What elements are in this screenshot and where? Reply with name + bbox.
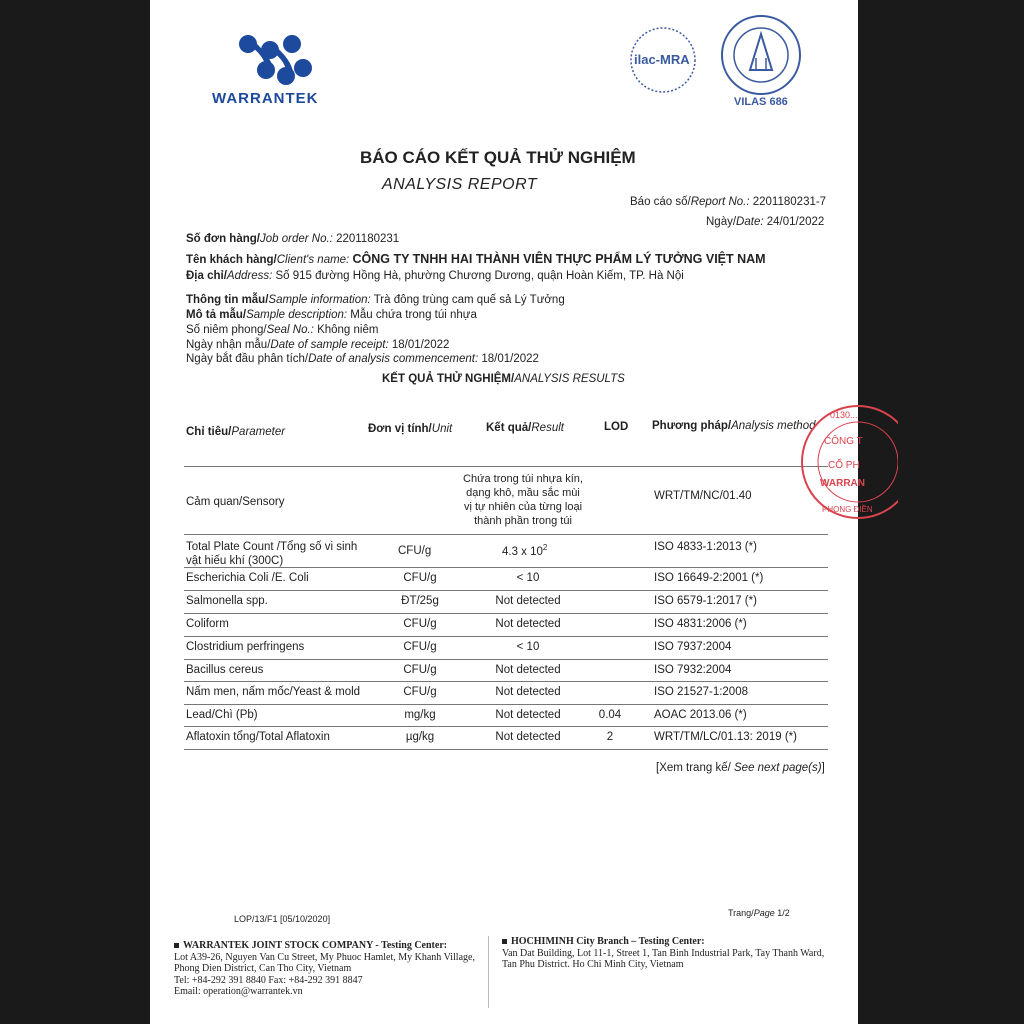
svg-text:CÔNG T: CÔNG T — [824, 436, 863, 447]
table-cell-method: AOAC 2013.06 (*) — [654, 709, 747, 721]
table-cell-unit: CFU/g — [403, 641, 437, 653]
table-cell-method: ISO 4831:2006 (*) — [654, 618, 747, 630]
table-cell-unit: µg/kg — [405, 731, 435, 743]
table-cell-lod: 0.04 — [598, 709, 622, 721]
report-page — [150, 0, 873, 1024]
svg-text:PHONG ĐIỀN: PHONG ĐIỀN — [822, 505, 873, 514]
table-cell-result: Not detected — [495, 664, 561, 676]
table-cell-result: < 10 — [516, 572, 540, 584]
table-cell-method: ISO 21527-1:2008 — [654, 686, 748, 698]
table-cell-unit: CFU/g — [403, 572, 437, 584]
table-divider — [184, 534, 828, 535]
table-cell-parameter: Bacillus cereus — [186, 664, 264, 676]
ilac-mra-seal-icon — [628, 20, 698, 100]
info-label-en: Date of sample receipt: — [270, 339, 389, 351]
table-divider — [184, 636, 828, 637]
col-header-parameter: Chỉ tiêu/Parameter — [186, 426, 286, 438]
table-cell-unit: CFU/g — [403, 618, 437, 630]
table-divider — [184, 749, 828, 750]
brand-name: WARRANTEK — [212, 90, 319, 107]
table-divider — [184, 567, 828, 568]
svg-text:WARRAN: WARRAN — [820, 478, 865, 489]
sensory-method: WRT/TM/NC/01.40 — [654, 490, 752, 502]
table-divider — [184, 726, 828, 727]
table-cell-unit: ĐT/25g — [401, 595, 439, 607]
info-value: Trà đông trùng cam quế sả Lý Tưởng — [373, 294, 565, 306]
info-label-vi: Số niêm phong/ — [186, 324, 267, 336]
table-cell-result: < 10 — [516, 641, 540, 653]
info-label-vi: Thông tin mẫu/ — [186, 294, 269, 306]
table-divider — [184, 704, 828, 705]
table-cell-result: Not detected — [495, 618, 561, 630]
table-cell-parameter: Salmonella spp. — [186, 595, 268, 607]
info-label-vi: Địa chỉ/ — [186, 270, 227, 282]
tpc-unit: CFU/g — [398, 545, 432, 557]
info-label-en: Address: — [226, 270, 273, 282]
info-value: 2201180231 — [336, 233, 400, 245]
info-label-en: Job order No.: — [259, 233, 333, 245]
vilas-code: VILAS 686 — [734, 96, 788, 108]
info-value: Không niêm — [317, 324, 379, 336]
info-value: 18/01/2022 — [481, 353, 539, 365]
table-cell-result: Not detected — [495, 595, 561, 607]
info-label-vi: Mô tả mẫu/ — [186, 309, 247, 321]
table-divider — [184, 681, 828, 682]
results-heading: KẾT QUẢ THỬ NGHIỆM/ANALYSIS RESULTS — [382, 373, 625, 385]
info-value: Số 915 đường Hồng Hà, phường Chương Dương, quận Hoàn Kiếm, TP. Hà Nội — [275, 270, 684, 282]
ilac-text: ilac-MRA — [634, 52, 690, 67]
info-label-vi: Tên khách hàng/ — [186, 254, 277, 266]
table-cell-parameter: Coliform — [186, 618, 229, 630]
table-cell-result: Not detected — [495, 731, 561, 743]
table-cell-method: ISO 16649-2:2001 (*) — [654, 572, 764, 584]
tpc-method: ISO 4833-1:2013 (*) — [654, 541, 757, 553]
table-cell-unit: CFU/g — [403, 686, 437, 698]
info-row — [186, 353, 539, 365]
info-row — [186, 252, 766, 266]
table-cell-parameter: Escherichia Coli /E. Coli — [186, 572, 309, 584]
info-label-vi: Ngày nhận mẫu/ — [186, 339, 271, 351]
table-cell-parameter: Nấm men, nấm mốc/Yeast & mold — [186, 686, 361, 698]
page-number: Trang/Page 1/2 — [728, 908, 790, 918]
table-divider — [184, 659, 828, 660]
table-cell-result: Not detected — [495, 686, 561, 698]
table-cell-parameter: Aflatoxin tổng/Total Aflatoxin — [186, 731, 330, 743]
info-value: 18/01/2022 — [391, 339, 450, 351]
info-label-en: Sample information: — [268, 294, 371, 306]
info-label-vi: Ngày bắt đầu phân tích/ — [186, 353, 309, 365]
table-cell-unit: mg/kg — [404, 709, 436, 721]
table-divider — [184, 590, 828, 591]
table-cell-parameter: Clostridium perfringens — [186, 641, 305, 653]
table-cell-method: WRT/TM/LC/01.13: 2019 (*) — [654, 731, 797, 743]
table-divider — [184, 613, 828, 614]
report-title-en: ANALYSIS REPORT — [382, 176, 538, 193]
table-divider — [184, 466, 828, 467]
table-cell-method: ISO 6579-1:2017 (*) — [654, 595, 757, 607]
table-cell-lod: 2 — [606, 731, 614, 743]
info-row — [186, 270, 684, 282]
report-date: Ngày/Date: 24/01/2022 — [706, 216, 825, 228]
report-title-vi: BÁO CÁO KẾT QUẢ THỬ NGHIỆM — [360, 148, 636, 167]
tpc-result: 4.3 x $10^2$ — [502, 543, 548, 558]
info-label-en: Date of analysis commencement: — [308, 353, 479, 365]
info-label-vi: Số đơn hàng/ — [186, 233, 260, 245]
info-label-en: Seal No.: — [266, 324, 314, 336]
svg-text:CỔ PH: CỔ PH — [828, 460, 860, 471]
footer-head-office: WARRANTEK JOINT STOCK COMPANY - Testing Center: Lot A39-26, Nguyen Van Cu Street, My Phuoc Hamlet, My Khanh Village, Phong Dien District, Can Tho City, Vietnam Tel: +84-292 391 8840 Fax: +84-292 391 8847 Email: operation@warrantek.vn — [174, 940, 475, 997]
info-row — [186, 294, 565, 306]
form-code: LOP/13/F1 [05/10/2020] — [234, 914, 331, 924]
table-cell-unit: CFU/g — [403, 664, 437, 676]
col-header-lod: LOD — [604, 421, 629, 433]
col-header-unit: Đơn vị tính/Unit — [368, 423, 453, 435]
table-cell-parameter: Lead/Chì (Pb) — [186, 709, 258, 721]
table-cell-method: ISO 7937:2004 — [654, 641, 732, 653]
table-cell-result: Not detected — [495, 709, 561, 721]
info-row — [186, 324, 378, 336]
sensory-result: Chứa trong túi nhựa kín, dạng khô, mầu sắc mùi vị tự nhiên của từng loại thành phần trong túi — [463, 473, 583, 527]
info-value: CÔNG TY TNHH HAI THÀNH VIÊN THỰC PHẨM LÝ TƯỞNG VIỆT NAM — [352, 252, 766, 266]
info-row — [186, 309, 477, 321]
col-header-result: Kết quả/Result — [486, 422, 564, 434]
sensory-parameter: Cảm quan/Sensory — [186, 496, 285, 508]
tpc-parameter: Total Plate Count /Tổng số vi sinh vật hiếu khí (300C) — [186, 541, 358, 567]
report-number: Báo cáo số/Report No.: 2201180231-7 — [630, 196, 827, 208]
company-stamp-icon — [788, 400, 898, 530]
info-label-en: Client's name: — [276, 254, 350, 266]
footer-branch-office: HOCHIMINH City Branch – Testing Center: Van Dat Building, Lot 11-1, Street 1, Tan Binh Industrial Park, Tay Thanh Ward, Tan Phu District. Ho Chi Minh City, Vietnam — [502, 936, 825, 970]
info-value: Mẫu chứa trong túi nhựa — [350, 309, 477, 321]
see-next-page-note: [Xem trang kế/ See next page(s)] — [656, 762, 825, 774]
info-row — [186, 233, 399, 245]
info-row — [186, 339, 449, 351]
boa-accreditation-seal-icon — [720, 14, 802, 96]
col-header-method: Phương pháp/Analysis method — [652, 420, 816, 432]
footer-separator — [488, 936, 489, 1008]
table-cell-method: ISO 7932:2004 — [654, 664, 732, 676]
info-label-en: Sample description: — [246, 309, 348, 321]
svg-text:0130...: 0130... — [830, 410, 858, 420]
